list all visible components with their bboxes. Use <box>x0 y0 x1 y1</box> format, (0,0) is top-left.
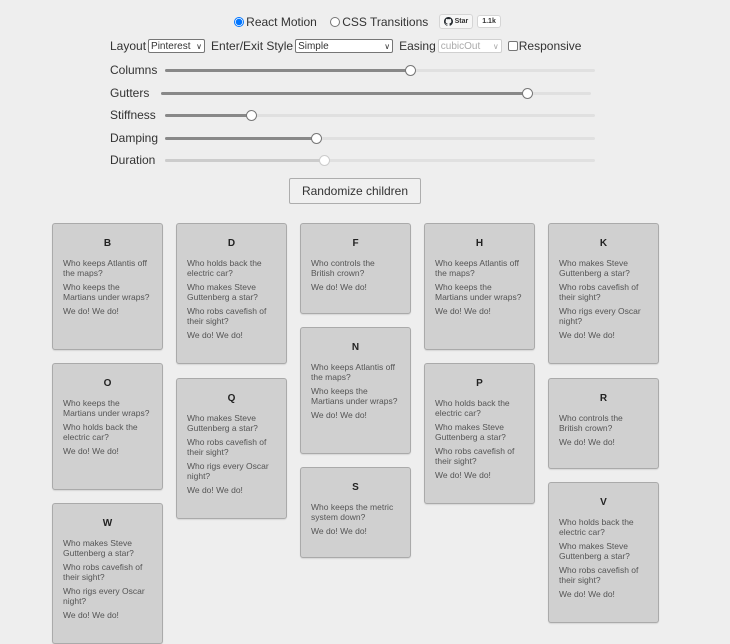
card-line: Who robs cavefish of their sight? <box>187 306 267 326</box>
card-title: B <box>103 238 112 249</box>
react-motion-label: React Motion <box>246 14 317 29</box>
enter-exit-label: Enter/Exit Style <box>211 39 294 53</box>
card-f <box>300 223 411 314</box>
card-line: Who controls the British crown? <box>559 413 623 433</box>
randomize-children-button[interactable]: Randomize children <box>289 178 421 204</box>
card-line: Who makes Steve Guttenberg a star? <box>187 413 258 433</box>
github-icon <box>444 17 453 26</box>
card-line: We do! We do! <box>559 437 615 447</box>
css-transitions-radio[interactable] <box>330 17 340 27</box>
card-line: We do! We do! <box>63 610 119 620</box>
github-star-widget <box>439 14 501 29</box>
mode-bar <box>0 14 730 29</box>
card-line: Who keeps the Martians under wraps? <box>435 282 522 302</box>
card-h <box>424 223 535 350</box>
slider-label: Columns <box>110 63 158 77</box>
card-line: Who robs cavefish of their sight? <box>187 437 267 457</box>
layout-value: Pinterest <box>151 40 191 52</box>
card-title: D <box>227 238 236 249</box>
card-line: Who keeps the Martians under wraps? <box>63 282 150 302</box>
card-title: F <box>352 238 359 249</box>
card-s <box>300 467 411 558</box>
chevron-down-icon: ∨ <box>196 41 203 51</box>
card-line: Who keeps the Martians under wraps? <box>311 386 398 406</box>
slider-stiffness <box>110 108 600 122</box>
card-o <box>52 363 163 490</box>
slider-fill <box>165 69 410 72</box>
card-line: We do! We do! <box>63 306 119 316</box>
card-k <box>548 223 659 364</box>
layout-select[interactable] <box>148 39 205 53</box>
react-motion-option[interactable] <box>234 15 317 29</box>
card-p <box>424 363 535 504</box>
options-bar <box>110 39 581 53</box>
card-v <box>548 482 659 623</box>
card-title: N <box>351 342 360 353</box>
card-title: K <box>599 238 608 249</box>
github-star-button[interactable] <box>439 14 474 29</box>
card-line: We do! We do! <box>435 306 491 316</box>
card-title: S <box>352 482 359 493</box>
easing-value: cubicOut <box>440 40 481 52</box>
card-line: Who holds back the electric car? <box>435 398 510 418</box>
easing-label: Easing <box>399 39 436 53</box>
slider-fill <box>161 92 527 95</box>
card-line: Who robs cavefish of their sight? <box>559 282 639 302</box>
layout-label: Layout <box>110 39 147 53</box>
slider-track[interactable] <box>161 92 591 95</box>
card-q <box>176 378 287 519</box>
card-line: Who holds back the electric car? <box>63 422 138 442</box>
card-line: Who holds back the electric car? <box>559 517 634 537</box>
card-line: Who robs cavefish of their sight? <box>435 446 515 466</box>
card-line: Who keeps the Martians under wraps? <box>63 398 150 418</box>
card-line: Who rigs every Oscar night? <box>187 461 269 481</box>
card-line: We do! We do! <box>187 330 243 340</box>
chevron-down-icon: ∨ <box>384 41 391 51</box>
enter-exit-select[interactable] <box>295 39 393 53</box>
slider-gutters <box>110 86 600 100</box>
slider-thumb[interactable] <box>405 65 416 76</box>
card-line: Who makes Steve Guttenberg a star? <box>63 538 134 558</box>
slider-thumb[interactable] <box>522 88 533 99</box>
slider-track[interactable] <box>165 114 595 117</box>
slider-fill <box>165 114 251 117</box>
card-line: Who rigs every Oscar night? <box>63 586 145 606</box>
card-title: V <box>600 497 607 508</box>
slider-columns <box>110 63 600 77</box>
card-title: Q <box>227 393 236 404</box>
css-transitions-option[interactable] <box>330 15 428 29</box>
slider-fill <box>165 137 316 140</box>
slider-thumb[interactable] <box>246 110 257 121</box>
card-line: Who makes Steve Guttenberg a star? <box>187 282 258 302</box>
slider-label: Stiffness <box>110 108 156 122</box>
card-line: Who keeps the metric system down? <box>311 502 394 522</box>
react-motion-radio[interactable] <box>234 17 244 27</box>
card-line: Who controls the British crown? <box>311 258 375 278</box>
card-line: We do! We do! <box>435 470 491 480</box>
card-line: Who makes Steve Guttenberg a star? <box>435 422 506 442</box>
card-line: We do! We do! <box>187 485 243 495</box>
card-line: Who rigs every Oscar night? <box>559 306 641 326</box>
card-title: P <box>476 378 483 389</box>
chevron-down-icon: ∨ <box>492 41 499 51</box>
card-line: We do! We do! <box>311 282 367 292</box>
card-line: Who makes Steve Guttenberg a star? <box>559 258 630 278</box>
card-line: We do! We do! <box>311 526 367 536</box>
card-line: Who keeps Atlantis off the maps? <box>311 362 395 382</box>
slider-label: Damping <box>110 131 159 145</box>
responsive-label: Responsive <box>518 39 582 53</box>
card-n <box>300 327 411 454</box>
card-line: Who robs cavefish of their sight? <box>559 565 639 585</box>
slider-track[interactable] <box>165 159 595 162</box>
slider-thumb[interactable] <box>319 155 330 166</box>
slider-damping <box>110 131 600 145</box>
enter-exit-value: Simple <box>298 40 329 52</box>
card-w <box>52 503 163 644</box>
easing-select[interactable] <box>438 39 502 53</box>
slider-thumb[interactable] <box>311 133 322 144</box>
slider-fill <box>165 159 324 162</box>
card-title: W <box>102 518 113 529</box>
card-title: H <box>475 238 484 249</box>
card-line: Who robs cavefish of their sight? <box>63 562 143 582</box>
card-r <box>548 378 659 469</box>
slider-track[interactable] <box>165 137 595 140</box>
github-star-label: Star <box>454 18 469 26</box>
card-d <box>176 223 287 364</box>
card-line: We do! We do! <box>63 446 119 456</box>
card-line: Who keeps Atlantis off the maps? <box>63 258 147 278</box>
card-title: R <box>599 393 608 404</box>
card-line: We do! We do! <box>311 410 367 420</box>
slider-label: Gutters <box>110 86 150 100</box>
card-line: We do! We do! <box>559 589 615 599</box>
card-line: We do! We do! <box>559 330 615 340</box>
card-b <box>52 223 163 350</box>
slider-track[interactable] <box>165 69 595 72</box>
card-line: Who keeps Atlantis off the maps? <box>435 258 519 278</box>
responsive-checkbox[interactable] <box>508 41 518 51</box>
card-line: Who holds back the electric car? <box>187 258 262 278</box>
slider-label: Duration <box>110 153 156 167</box>
slider-duration <box>110 153 600 167</box>
card-title: O <box>103 378 112 389</box>
card-line: Who makes Steve Guttenberg a star? <box>559 541 630 561</box>
github-star-count[interactable]: 1.1k <box>477 15 501 28</box>
css-transitions-label: CSS Transitions <box>342 14 429 29</box>
